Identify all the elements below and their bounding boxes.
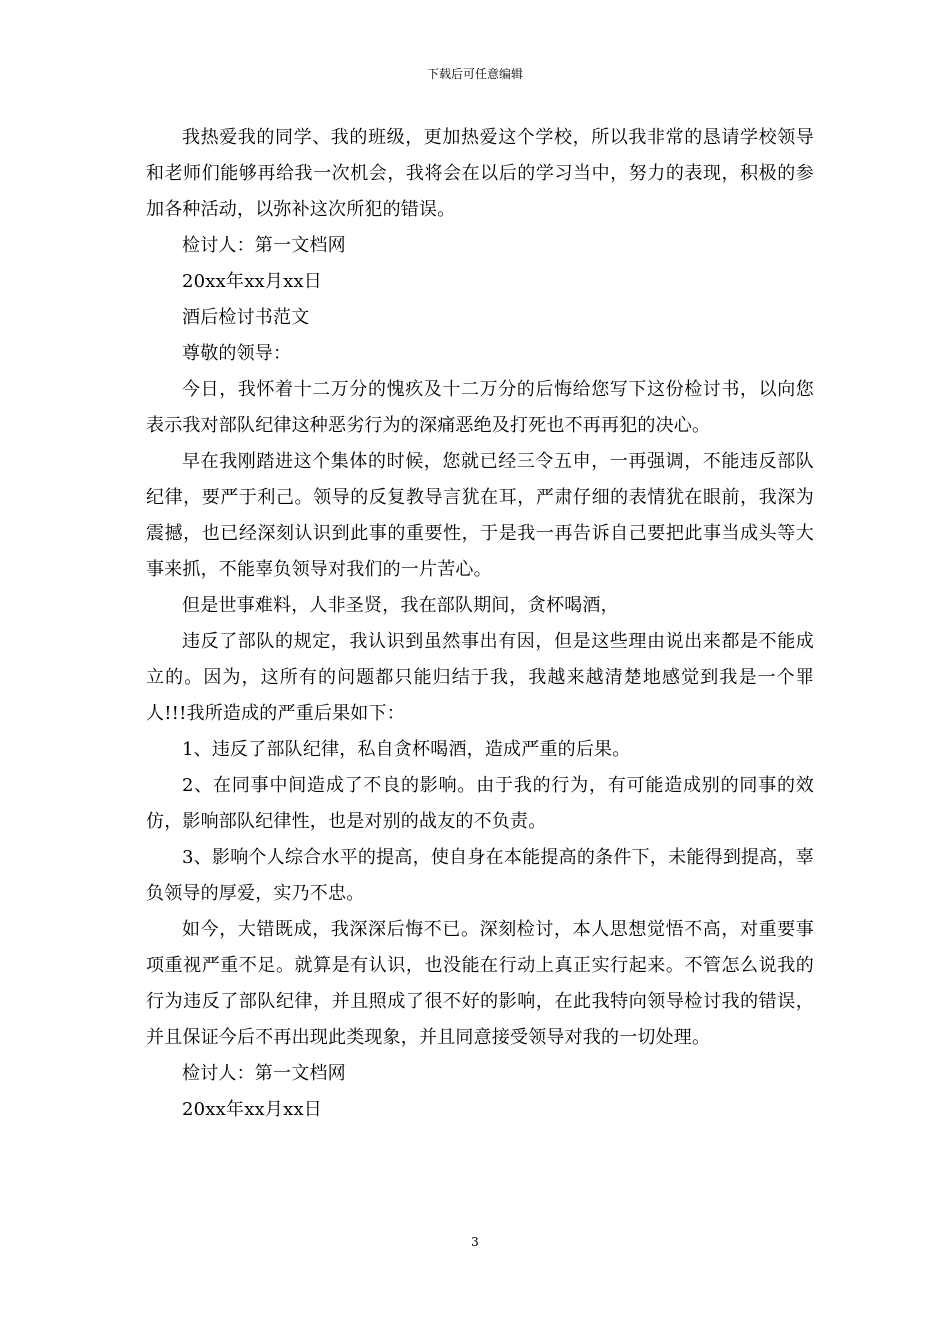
salutation: 尊敬的领导： [182,343,292,364]
list-item: 1、违反了部队纪律，私自贪杯喝酒，造成严重的后果。 [182,739,631,760]
document-body [146,120,814,1128]
paragraph: 如今，大错既成，我深深后悔不已。深刻检讨，本人思想觉悟不高，对重要事项重视严重不足。就算是有认识，也没能在行动上真正实行起来。不管怎么说我的行为违反了部队纪律，并且照成了很不好的影响，在此我特向领导检讨我的错误，并且保证今后不再出现此类现象，并且同意接受领导对我的一切处理。 [146,919,814,1048]
page-number: 3 [471,1235,479,1249]
signature-line: 检讨人：第一文档网 [182,1063,346,1084]
date-line: 20xx年xx月xx日 [182,271,323,292]
page-header: 下载后可任意编辑 [426,67,523,81]
list-item: 3、影响个人综合水平的提高，使自身在本能提高的条件下，未能得到提高，辜负领导的厚爱，实乃不忠。 [146,847,814,904]
signature-line: 检讨人：第一文档网 [182,235,346,256]
paragraph: 早在我刚踏进这个集体的时候，您就已经三令五申，一再强调，不能违反部队纪律，要严于利己。领导的反复教导言犹在耳，严肃仔细的表情犹在眼前，我深为震撼，也已经深刻认识到此事的重要性，于是我一再告诉自己要把此事当成头等大事来抓，不能辜负领导对我们的一片苦心。 [146,451,814,580]
paragraph: 但是世事难料，人非圣贤，我在部队期间，贪杯喝酒， [182,595,619,616]
date-line: 20xx年xx月xx日 [182,1099,323,1120]
section-title: 酒后检讨书范文 [182,307,310,328]
paragraph: 违反了部队的规定，我认识到虽然事出有因，但是这些理由说出来都是不能成立的。因为，这所有的问题都只能归结于我，我越来越清楚地感觉到我是一个罪人!!!我所造成的严重后果如下： [146,631,814,724]
paragraph: 今日，我怀着十二万分的愧疚及十二万分的后悔给您写下这份检讨书，以向您表示我对部队纪律这种恶劣行为的深痛恶绝及打死也不再再犯的决心。 [146,379,814,436]
list-item: 2、在同事中间造成了不良的影响。由于我的行为，有可能造成别的同事的效仿，影响部队纪律性，也是对别的战友的不负责。 [146,775,814,832]
paragraph: 我热爱我的同学、我的班级，更加热爱这个学校，所以我非常的恳请学校领导和老师们能够再给我一次机会，我将会在以后的学习当中，努力的表现，积极的参加各种活动，以弥补这次所犯的错误。 [146,127,814,220]
